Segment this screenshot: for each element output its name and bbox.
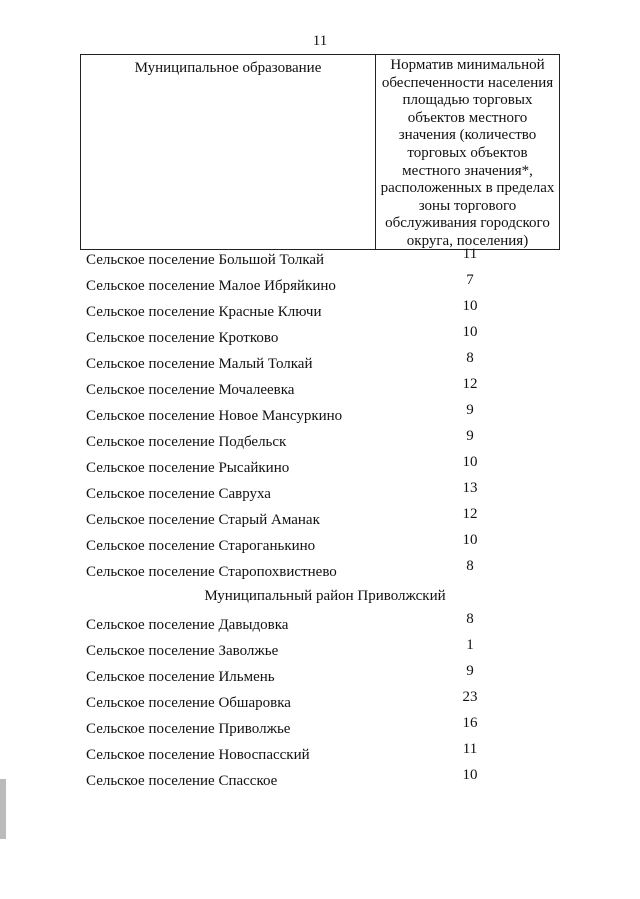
row-name: Сельское поселение Староганькино bbox=[86, 538, 316, 554]
header-norm bbox=[376, 55, 559, 249]
table-row bbox=[0, 246, 640, 276]
row-value: 8 bbox=[466, 558, 474, 574]
row-value: 10 bbox=[462, 454, 478, 470]
row-value: 11 bbox=[462, 741, 478, 757]
header-norm-line: площадью торговых bbox=[402, 92, 533, 109]
row-value: 12 bbox=[462, 506, 478, 522]
row-name: Сельское поселение Красные Ключи bbox=[86, 304, 322, 320]
row-name: Сельское поселение Подбельск bbox=[86, 434, 287, 450]
row-name: Сельское поселение Ильмень bbox=[86, 669, 275, 685]
table-row bbox=[0, 689, 640, 719]
table-row bbox=[0, 480, 640, 510]
table-row bbox=[0, 637, 640, 667]
table-header bbox=[80, 54, 560, 250]
table-row bbox=[0, 298, 640, 328]
row-name: Сельское поселение Малый Толкай bbox=[86, 356, 313, 372]
header-norm-line: Норматив минимальной bbox=[390, 57, 545, 73]
table-row bbox=[0, 558, 640, 588]
row-name: Сельское поселение Старый Аманак bbox=[86, 512, 320, 528]
section-title: Муниципальный район Приволжский bbox=[204, 588, 446, 604]
table-row bbox=[0, 428, 640, 458]
header-norm-line: расположенных в пределах bbox=[380, 180, 555, 197]
header-norm-line: значения (количество bbox=[398, 127, 537, 144]
row-name: Сельское поселение Савруха bbox=[86, 486, 271, 502]
row-value: 10 bbox=[462, 767, 478, 783]
row-name: Сельское поселение Старопохвистнево bbox=[86, 564, 337, 580]
row-value: 12 bbox=[462, 376, 478, 392]
header-norm-line: обслуживания городского bbox=[385, 215, 550, 232]
page-number: 11 bbox=[312, 33, 328, 49]
header-municipality: Муниципальное образование bbox=[81, 55, 376, 249]
table-row bbox=[0, 506, 640, 536]
table-row bbox=[0, 767, 640, 797]
table-row bbox=[0, 741, 640, 771]
table-row bbox=[0, 272, 640, 302]
row-name: Сельское поселение Большой Толкай bbox=[86, 252, 325, 268]
row-name: Сельское поселение Новоспасский bbox=[86, 747, 310, 763]
row-name: Сельское поселение Давыдовка bbox=[86, 617, 289, 633]
row-value: 1 bbox=[466, 637, 474, 653]
header-norm-line: торговых объектов bbox=[407, 144, 528, 161]
row-value: 11 bbox=[462, 246, 478, 262]
table-row bbox=[0, 454, 640, 484]
header-norm-line: объектов местного bbox=[407, 109, 528, 126]
row-name: Сельское поселение Приволжье bbox=[86, 721, 291, 737]
row-name: Сельское поселение Новое Мансуркино bbox=[86, 408, 343, 424]
row-name: Сельское поселение Кротково bbox=[86, 330, 279, 346]
table-row bbox=[0, 402, 640, 432]
table-row bbox=[0, 376, 640, 406]
row-value: 10 bbox=[462, 298, 478, 314]
row-value: 8 bbox=[466, 350, 474, 366]
row-value: 9 bbox=[466, 428, 474, 444]
header-norm-line: местного значения*, bbox=[402, 162, 533, 179]
table-row bbox=[0, 611, 640, 641]
row-name: Сельское поселение Рысайкино bbox=[86, 460, 290, 476]
table-row bbox=[0, 532, 640, 562]
row-value: 13 bbox=[462, 480, 478, 496]
row-value: 23 bbox=[462, 689, 478, 705]
row-name: Сельское поселение Малое Ибряйкино bbox=[86, 278, 336, 294]
row-name: Сельское поселение Заволжье bbox=[86, 643, 279, 659]
row-value: 7 bbox=[466, 272, 474, 288]
row-value: 9 bbox=[466, 663, 474, 679]
header-norm-line: обеспеченности населения bbox=[381, 74, 554, 91]
row-value: 8 bbox=[466, 611, 474, 627]
row-value: 10 bbox=[462, 532, 478, 548]
table-row bbox=[0, 350, 640, 380]
row-value: 9 bbox=[466, 402, 474, 418]
row-name: Сельское поселение Обшаровка bbox=[86, 695, 291, 711]
table-row bbox=[0, 715, 640, 745]
row-value: 10 bbox=[462, 324, 478, 340]
row-name: Сельское поселение Спасское bbox=[86, 773, 278, 789]
table-row bbox=[0, 324, 640, 354]
scan-edge-mark bbox=[0, 779, 6, 839]
row-name: Сельское поселение Мочалеевка bbox=[86, 382, 295, 398]
row-value: 16 bbox=[462, 715, 478, 731]
header-norm-line: зоны торгового bbox=[418, 197, 517, 214]
header-norm-line: округа, поселения) bbox=[406, 232, 529, 249]
table-row bbox=[0, 663, 640, 693]
